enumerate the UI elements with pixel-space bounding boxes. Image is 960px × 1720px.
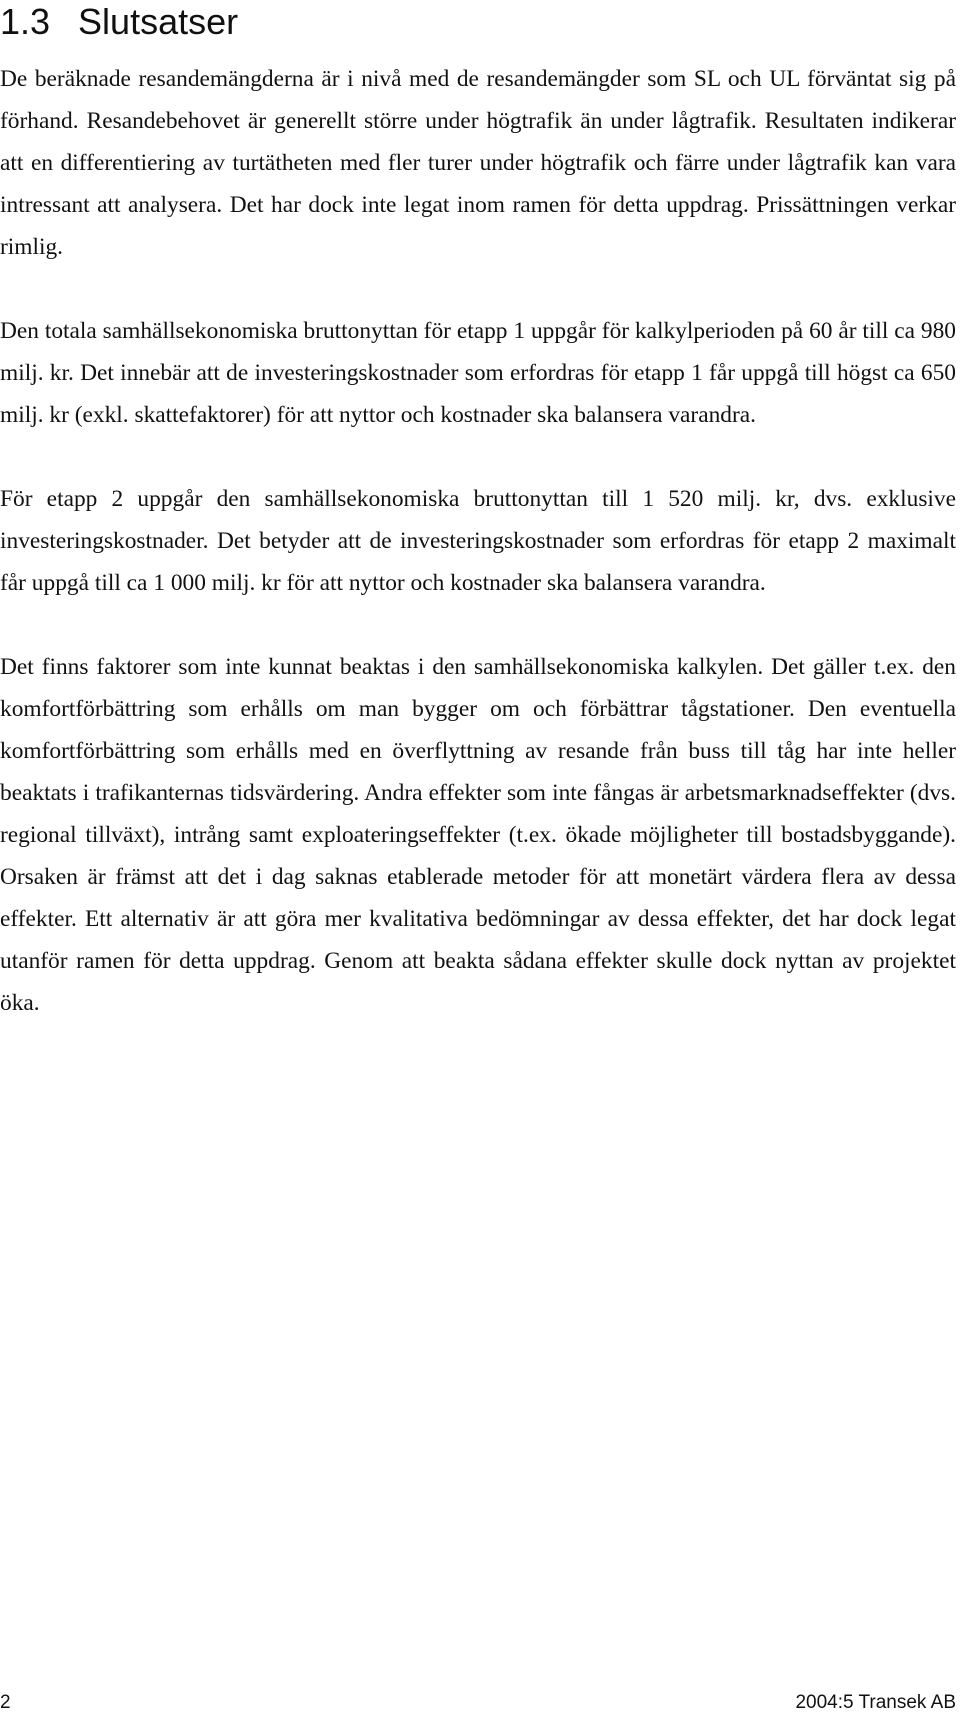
paragraph: Den totala samhällsekonomiska bruttonyttan för etapp 1 uppgår för kalkylperioden på 60 år till ca 980 milj. kr. Det innebär att de investeringskostnader som erfordras för etapp 1 får uppgå till högst ca 650 milj. kr (exkl. skattefaktorer) för att nyttor och kostnader ska balansera varandra. [0, 318, 956, 428]
paragraph: För etapp 2 uppgår den samhällsekonomiska bruttonyttan till 1 520 milj. kr, dvs. exklusive investeringskostnader. Det betyder att de investeringskostnader som erfordras för etapp 2 maximalt får uppgå till ca 1 000 milj. kr för att nyttor och kostnader ska balansera varandra. [0, 486, 956, 596]
body-text [0, 58, 956, 1066]
section-title: Slutsatser [78, 1, 239, 42]
section-heading [0, 0, 238, 44]
page-footer [0, 1692, 960, 1714]
section-number: 1.3 [0, 1, 51, 42]
page-number: 2 [0, 1692, 11, 1713]
paragraph: Det finns faktorer som inte kunnat beaktas i den samhällsekonomiska kalkylen. Det gäller t.ex. den komfortförbättring som erhålls om man bygger om och förbättrar tågstationer. Den eventuella komfortförbättring som erhålls med en överflyttning av resande från buss till tåg har inte heller beaktats i trafikanternas tidsvärdering. Andra effekter som inte fångas är arbetsmarknadseffekter (dvs. regional tillväxt), intrång samt exploateringseffekter (t.ex. ökade möjligheter till bostadsbyggande). Orsaken är främst att det i dag saknas etablerade metoder för att monetärt värdera flera av dessa effekter. Ett alternativ är att göra mer kvalitativa bedömningar av dessa effekter, det har dock legat utanför ramen för detta uppdrag. Genom att beakta sådana effekter skulle dock nyttan av projektet öka. [0, 654, 956, 1016]
report-id: 2004:5 Transek AB [795, 1692, 956, 1713]
paragraph: De beräknade resandemängderna är i nivå med de resandemängder som SL och UL förväntat sig på förhand. Resandebehovet är generellt större under högtrafik än under lågtrafik. Resultaten indikerar att en differentiering av turtätheten med fler turer under högtrafik och färre under lågtrafik kan vara intressant att analysera. Det har dock inte legat inom ramen för detta uppdrag. Prissättningen verkar rimlig. [0, 66, 956, 260]
